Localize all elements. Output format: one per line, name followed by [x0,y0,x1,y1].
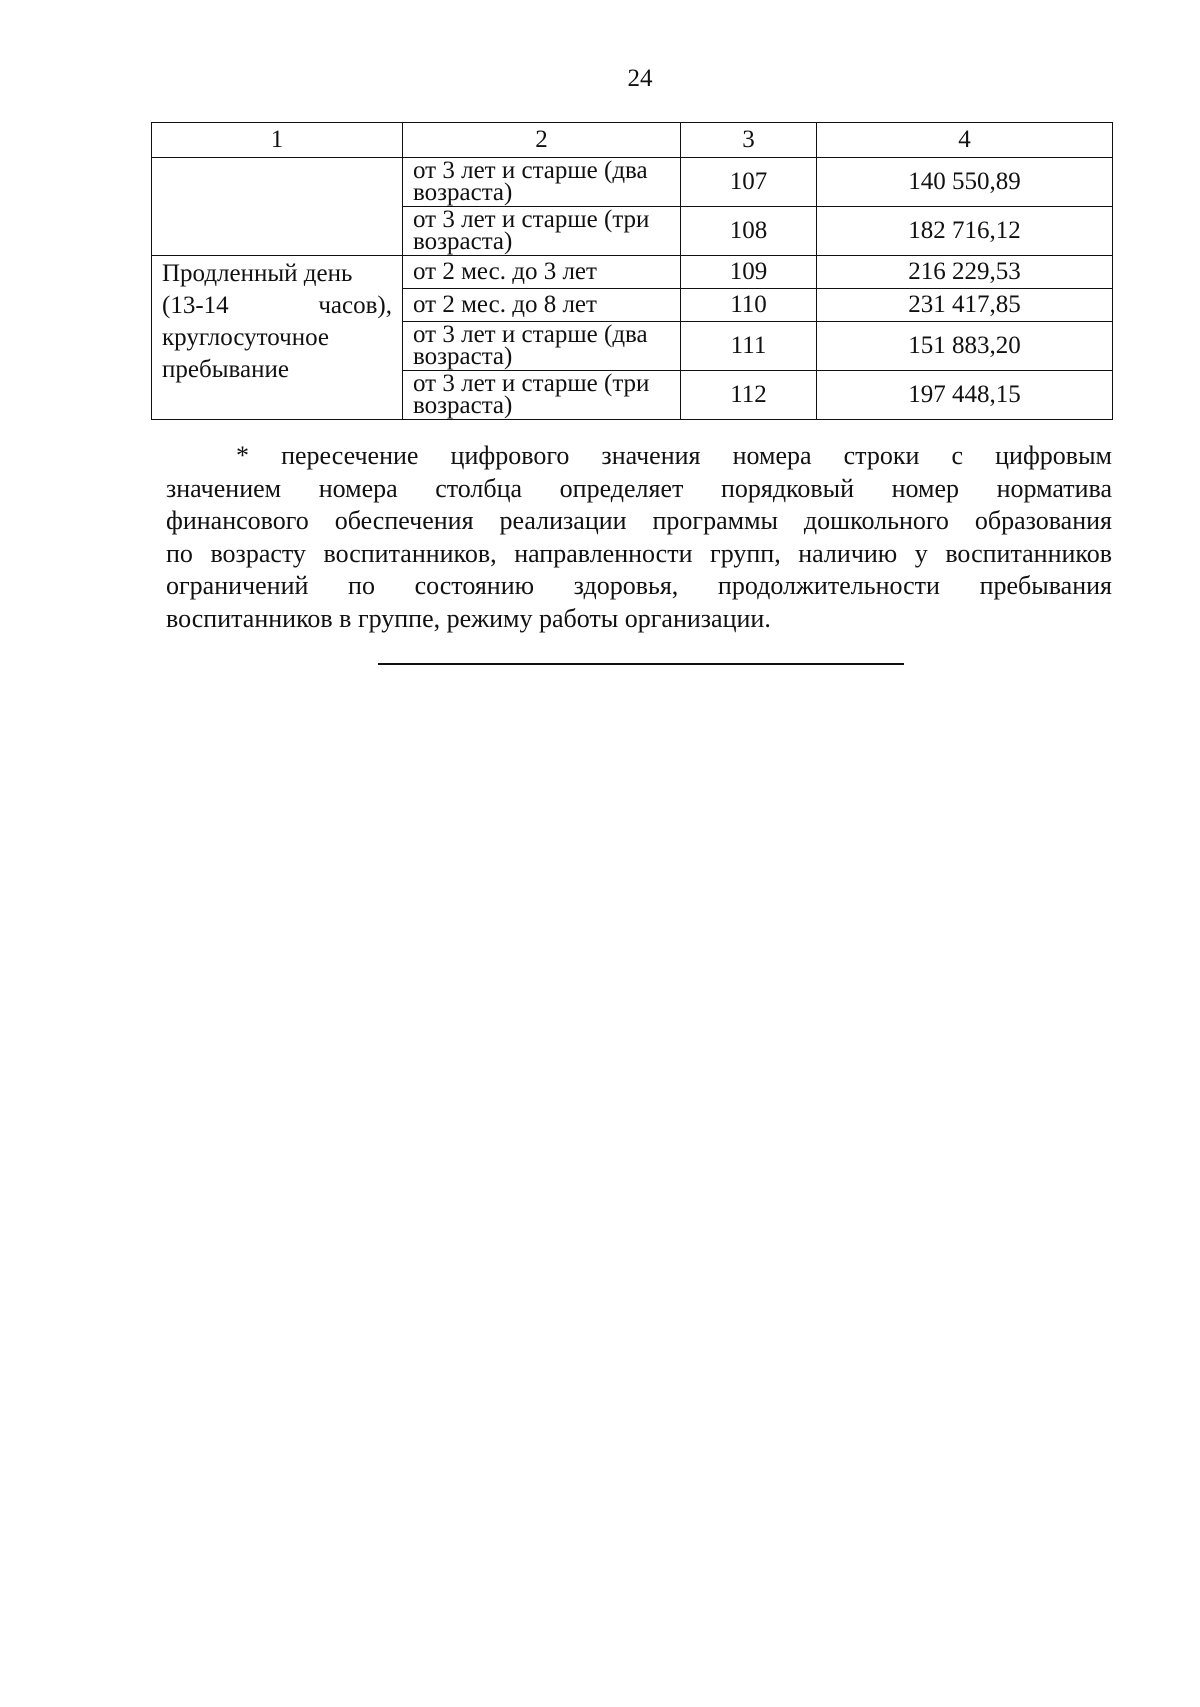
footnote-line: финансового обеспечения реализации программы дошкольного образования [166,506,1112,535]
page-number: 24 [627,65,653,92]
norm-code-cell: 109 [681,256,817,289]
stay-mode-label-line: круглосуточное [162,324,329,351]
table-footnote [166,440,1112,635]
age-group-cell: от 2 мес. до 8 лет [403,289,681,322]
age-group-cell: от 2 мес. до 3 лет [403,256,681,289]
norm-amount-cell: 197 448,15 [817,371,1113,420]
table-row [152,158,1113,207]
footnote-line: по возрасту воспитанников, направленности групп, наличию у воспитанников [166,538,1112,568]
norm-code-cell: 110 [681,289,817,322]
norm-code-cell: 111 [681,322,817,371]
norm-amount-cell: 151 883,20 [817,322,1113,371]
footnote-line: * пересечение цифрового значения номера строки с цифровым [236,441,1112,470]
age-group-cell: от 3 лет и старше (три возраста) [403,371,681,420]
column-number-4: 4 [817,123,1113,158]
stay-mode-group-cell [152,256,403,420]
stay-mode-label [162,258,392,386]
stay-mode-label-line: пребывание [162,356,289,383]
previous-group-continuation-cell [152,158,403,256]
footnote-line: значением номера столбца определяет порядковый номер норматива [166,473,1112,503]
norm-amount-cell: 140 550,89 [817,158,1113,207]
age-group-cell: от 3 лет и старше (два возраста) [403,322,681,371]
table-row [152,256,1113,289]
column-number-row [152,123,1113,158]
norm-amount-cell: 216 229,53 [817,256,1113,289]
norm-code-cell: 107 [681,158,817,207]
footnote-line: ограничений по состоянию здоровья, продолжительности пребывания [166,571,1112,600]
column-number-2: 2 [403,123,681,158]
column-number-1: 1 [152,123,403,158]
stay-mode-label-line: Продленный день [162,260,353,287]
norm-amount-cell: 182 716,12 [817,207,1113,256]
funding-norms-table [151,122,1113,420]
age-group-cell: от 3 лет и старше (три возраста) [403,207,681,256]
norm-code-cell: 108 [681,207,817,256]
norm-amount-cell: 231 417,85 [817,289,1113,322]
end-separator-line [378,663,904,665]
column-number-3: 3 [681,123,817,158]
stay-mode-label-line: (13-14 часов), [162,292,392,319]
age-group-cell: от 3 лет и старше (два возраста) [403,158,681,207]
footnote-line: воспитанников в группе, режиму работы организации. [166,603,771,633]
norm-code-cell: 112 [681,371,817,420]
